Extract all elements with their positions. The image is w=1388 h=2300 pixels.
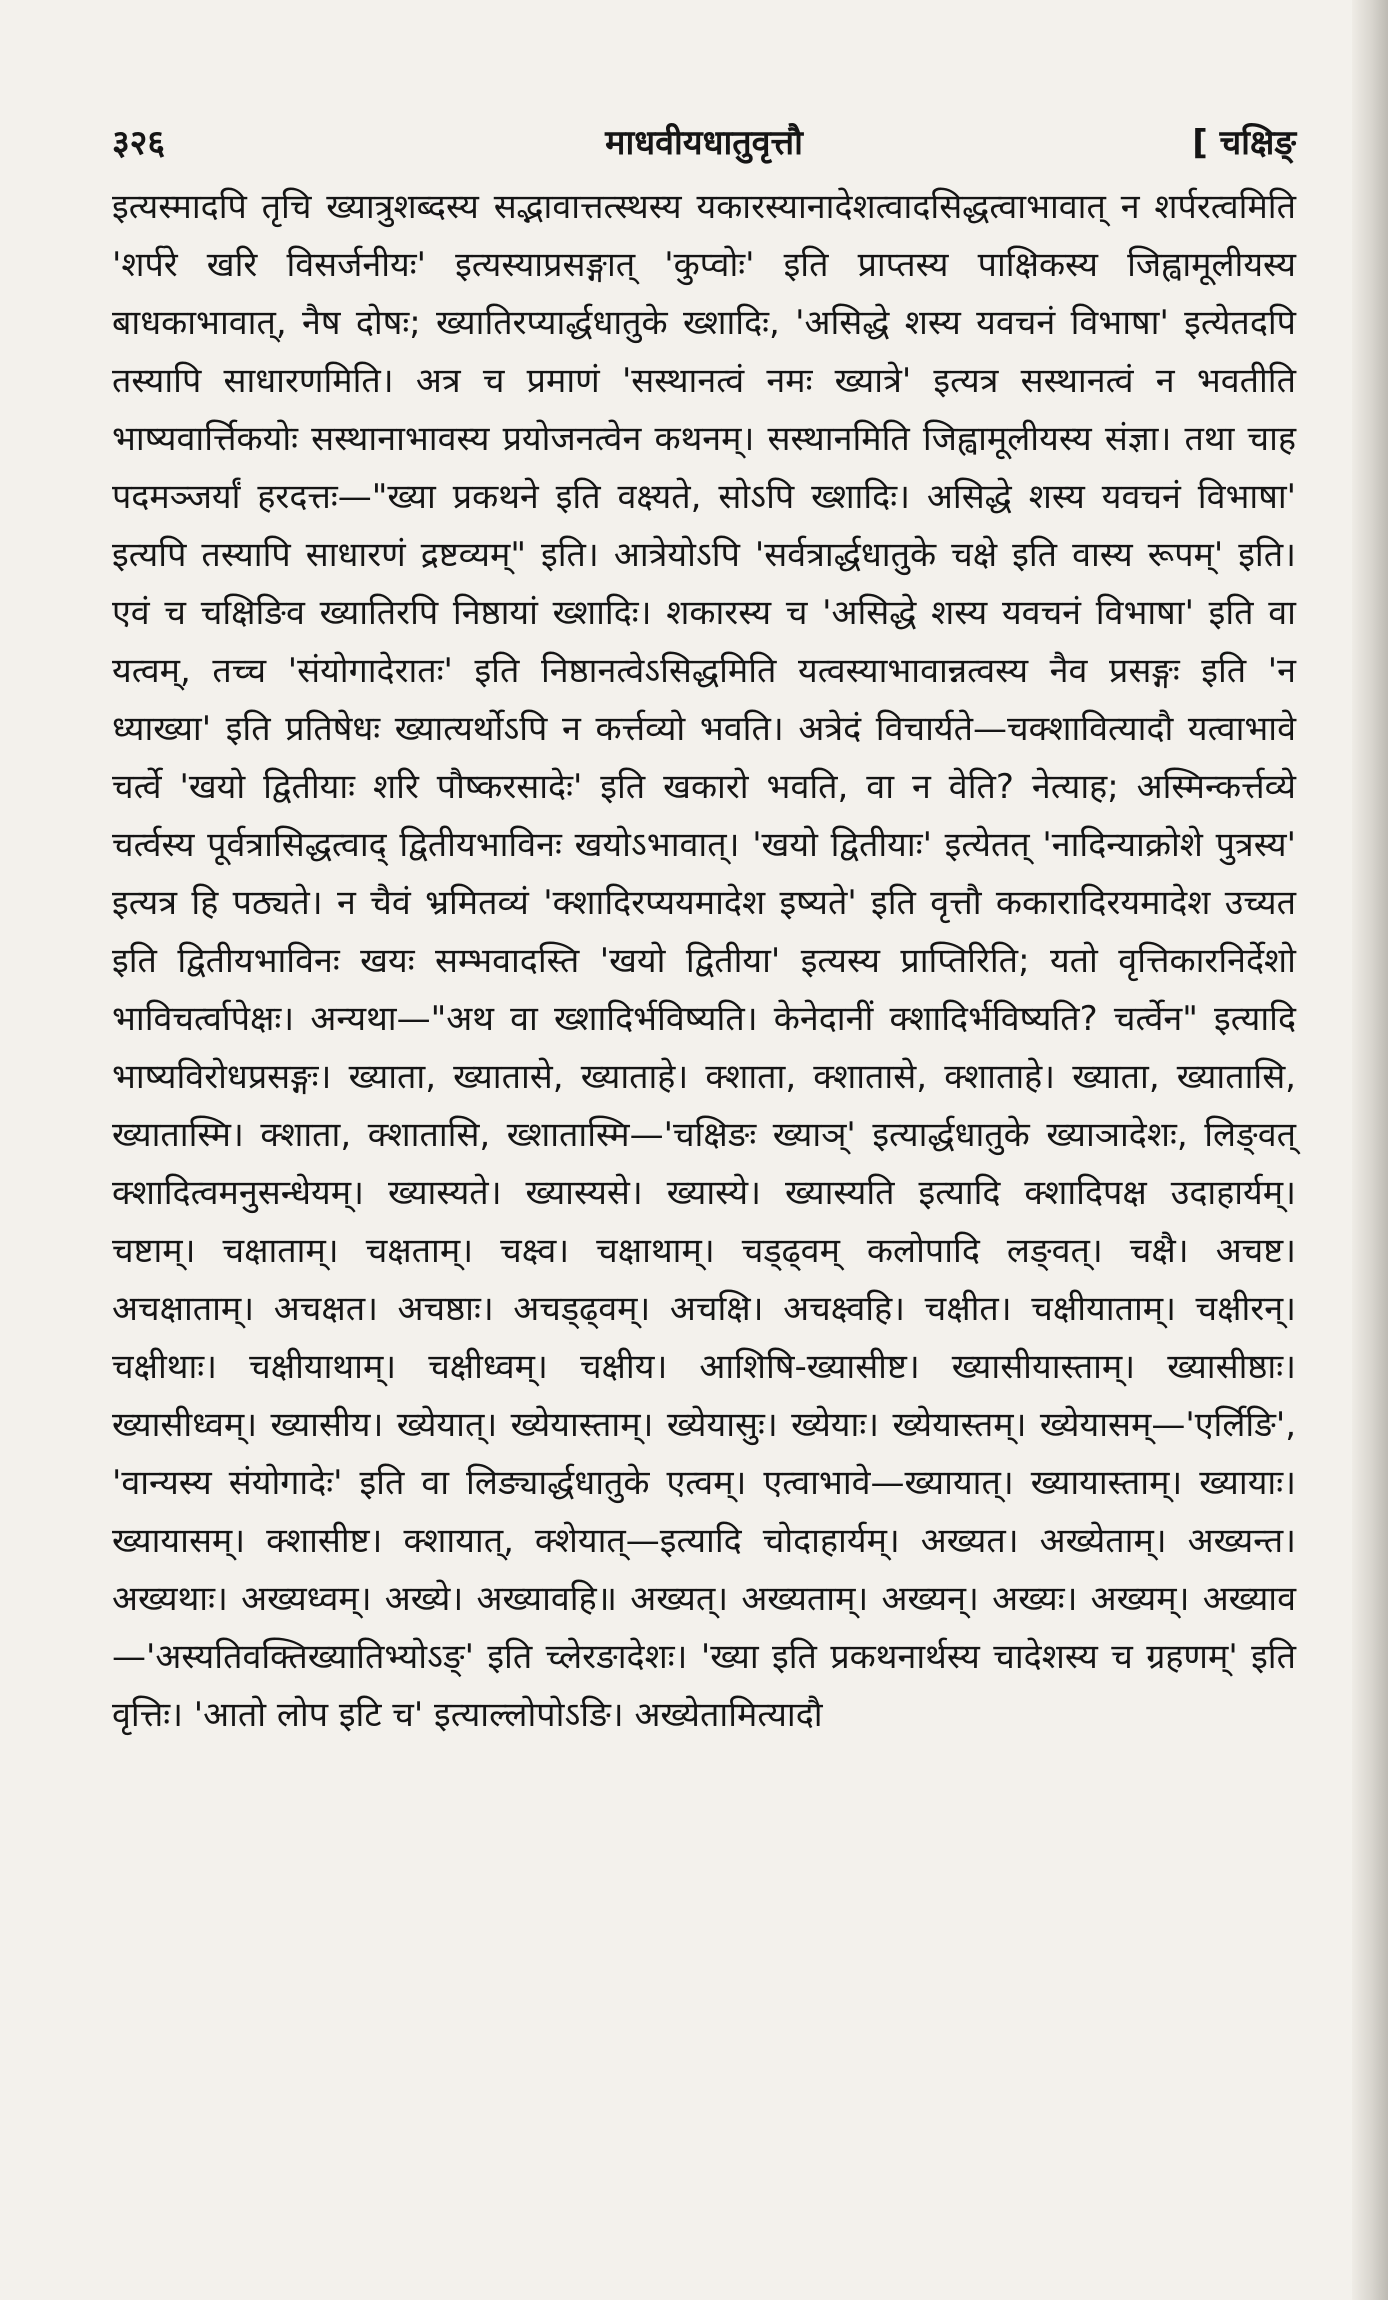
book-gutter-shadow bbox=[1352, 0, 1388, 2300]
section-mark: [ चक्षिङ् bbox=[1192, 123, 1296, 163]
page-header bbox=[112, 112, 1296, 178]
page-number: ३२६ bbox=[112, 123, 166, 163]
commentary-text: इत्यस्मादपि तृचि ख्यात्रुशब्दस्य सद्भावात्तत्स्थस्य यकारस्यानादेशत्वादसिद्धत्वाभावात् न शर्परत्वमिति 'शर्परे खरि विसर्जनीयः' इत्यस्याप्रसङ्गात् 'कुप्वोः' इति प्राप्तस्य पाक्षिकस्य जिह्वामूलीयस्य बाधकाभावात्, नैष दोषः; ख्यातिरप्यार्द्धधातुके ख्शादिः, 'असिद्धे शस्य यवचनं विभाषा' इत्येतदपि तस्यापि साधारणमिति। अत्र च प्रमाणं 'सस्थानत्वं नमः ख्यात्रे' इत्यत्र सस्थानत्वं न भवतीति भाष्यवार्त्तिकयोः सस्थानाभावस्य प्रयोजनत्वेन कथनम्। सस्थानमिति जिह्वामूलीयस्य संज्ञा। तथा चाह पदमञ्जर्यां हरदत्तः—"ख्या प्रकथने इति वक्ष्यते, सोऽपि ख्शादिः। असिद्धे शस्य यवचनं विभाषा' इत्यपि तस्यापि साधारणं द्रष्टव्यम्" इति। आत्रेयोऽपि 'सर्वत्रार्द्धधातुके चक्षे इति वास्य रूपम्' इति। एवं च चक्षिङिव ख्यातिरपि निष्ठायां ख्शादिः। शकारस्य च 'असिद्धे शस्य यवचनं विभाषा' इति वा यत्वम्, तच्च 'संयोगादेरातः' इति निष्ठानत्वेऽसिद्धमिति यत्वस्याभावान्नत्वस्य नैव प्रसङ्गः इति 'न ध्याख्या' इति प्रतिषेधः ख्यात्यर्थोऽपि न कर्त्तव्यो भवति। अत्रेदं विचार्यते—चक्शावित्यादौ यत्वाभावे चर्त्वे 'खयो द्वितीयाः शरि पौष्करसादेः' इति खकारो भवति, वा न वेति? नेत्याह; अस्मिन्कर्त्तव्ये चर्त्वस्य पूर्वत्रासिद्धत्वाद् द्वितीयभाविनः खयोऽभावात्। 'खयो द्वितीयाः' इत्येतत् 'नादिन्याक्रोशे पुत्रस्य' इत्यत्र हि पठ्यते। न चैवं भ्रमितव्यं 'क्शादिरप्ययमादेश इष्यते' इति वृत्तौ ककारादिरयमादेश उच्यत इति द्वितीयभाविनः खयः सम्भवादस्ति 'खयो द्वितीया' इत्यस्य प्राप्तिरिति; यतो वृत्तिकारनिर्देशो भाविचर्त्वापेक्षः। अन्यथा—"अथ वा ख्शादिर्भविष्यति। केनेदानीं क्शादिर्भविष्यति? चर्त्वेन" इत्यादि भाष्यविरोधप्रसङ्गः। ख्याता, ख्यातासे, ख्याताहे। क्शाता, क्शातासे, क्शाताहे। ख्याता, ख्यातासि, ख्यातास्मि। क्शाता, क्शातासि, ख्शातास्मि—'चक्षिङः ख्याञ्' इत्यार्द्धधातुके ख्याञादेशः, लिङ्वत् क्शादित्वमनुसन्धेयम्। ख्यास्यते। ख्यास्यसे। ख्यास्ये। ख्यास्यति इत्यादि क्शादिपक्ष उदाहार्यम्। चष्टाम्। चक्षाताम्। चक्षताम्। चक्ष्व। चक्षाथाम्। चड्ढ्वम् कलोपादि लङ्वत्। चक्षै। अचष्ट। अचक्षाताम्। अचक्षत। अचष्ठाः। अचड्ढ्वम्। अचक्षि। अचक्ष्वहि। चक्षीत। चक्षीयाताम्। चक्षीरन्। चक्षीथाः। चक्षीयाथाम्। चक्षीध्वम्। चक्षीय। आशिषि-ख्यासीष्ट। ख्यासीयास्ताम्। ख्यासीष्ठाः। ख्यासीध्वम्। ख्यासीय। ख्येयात्। ख्येयास्ताम्। ख्येयासुः। ख्येयाः। ख्येयास्तम्। ख्येयासम्—'एर्लिङि', 'वान्यस्य संयोगादेः' इति वा लिङ्यार्द्धधातुके एत्वम्। एत्वाभावे—ख्यायात्। ख्यायास्ताम्। ख्यायाः। ख्यायासम्। क्शासीष्ट। क्शायात्, क्शेयात्—इत्यादि चोदाहार्यम्। अख्यत। अख्येताम्। अख्यन्त। अख्यथाः। अख्यध्वम्। अख्ये। अख्यावहि॥ अख्यत्। अख्यताम्। अख्यन्। अख्यः। अख्यम्। अख्याव—'अस्यतिवक्तिख्यातिभ्योऽङ्' इति च्लेरङादेशः। 'ख्या इति प्रकथनार्थस्य चादेशस्य च ग्रहणम्' इति वृत्तिः। 'आतो लोप इटि च' इत्याल्लोपोऽङि। अख्येतामित्यादौ bbox=[112, 187, 1296, 1735]
scanned-page bbox=[112, 112, 1296, 1744]
running-title: माधवीयधातुवृत्तौ bbox=[605, 123, 803, 163]
